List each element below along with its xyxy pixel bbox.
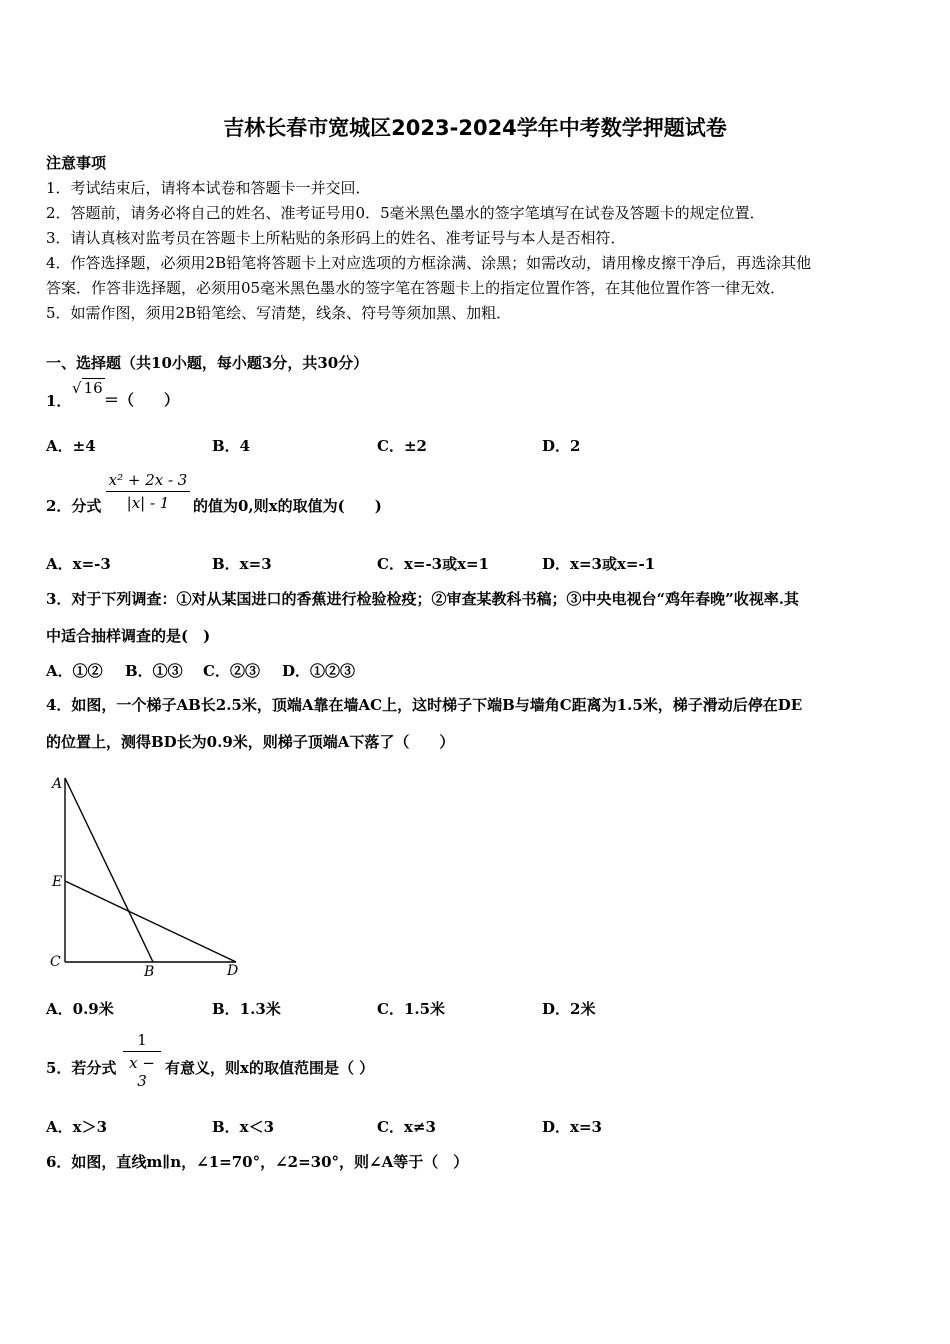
q4-option-b: B．1.3米 [212, 1000, 281, 1018]
q1-option-d: D．2 [542, 437, 581, 455]
fraction-bar [123, 1051, 161, 1052]
q4-line1: 4．如图，一个梯子AB长2.5米，顶端A靠在墙AC上，这时梯子下端B与墙角C距离为1.5米，梯子滑动后停在DE [46, 696, 803, 714]
q2-option-c: C．x=-3或x=1 [377, 555, 490, 573]
q4-option-d: D．2米 [542, 1000, 596, 1018]
label-a: A [52, 776, 63, 792]
q5-prefix: 5．若分式 [46, 1059, 117, 1077]
label-e: E [52, 874, 63, 890]
notice-item-2: 2．答题前，请务必将自己的姓名、准考证号用0．5毫米黑色墨水的签字笔填写在试卷及答题卡的规定位置． [46, 204, 765, 222]
q4-option-a: A．0.9米 [46, 1000, 114, 1018]
q1-number: 1． [46, 392, 72, 410]
q5-option-a: A．x＞3 [46, 1118, 108, 1136]
q2-numerator: x² + 2x - 3 [108, 471, 188, 489]
ladder-figure [46, 768, 246, 980]
ladder-ab [65, 778, 153, 962]
q3-line1: 3．对于下列调查：①对从某国进口的香蕉进行检验检疫；②审查某教科书稿；③中央电视台“鸡年春晚”收视率.其 [46, 590, 799, 608]
section-heading: 一、选择题（共10小题，每小题3分，共30分） [46, 354, 369, 372]
q2-prefix: 2．分式 [46, 497, 102, 515]
q2-denominator: |x| - 1 [126, 494, 170, 512]
notice-item-3: 3．请认真核对监考员在答题卡上所粘贴的条形码上的姓名、准考证号与本人是否相符． [46, 229, 626, 247]
label-b: B [144, 964, 155, 980]
q1-option-c: C．±2 [377, 437, 427, 455]
q2-suffix: 的值为0,则x的取值为( ) [193, 497, 382, 515]
q5-option-d: D．x=3 [542, 1118, 602, 1136]
q2-fraction [106, 471, 190, 512]
q4-line2: 的位置上，测得BD长为0.9米，则梯子顶端A下落了（ ） [46, 733, 455, 751]
notice-item-1: 1．考试结束后，请将本试卷和答题卡一并交回． [46, 179, 371, 197]
q5-option-c: C．x≠3 [377, 1118, 436, 1136]
q2-option-d: D．x=3或x=-1 [542, 555, 656, 573]
q5-suffix: 有意义，则x的取值范围是（ ） [165, 1059, 375, 1077]
q1-rest: ＝（ ） [104, 391, 180, 409]
q5-fraction [123, 1031, 161, 1090]
sqrt-sign-icon: √ [72, 379, 82, 397]
fraction-bar [106, 491, 190, 492]
q2-option-b: B．x=3 [212, 555, 272, 573]
q3-option-a: A．①② [46, 662, 103, 680]
q4-option-c: C．1.5米 [377, 1000, 446, 1018]
q3-line2: 中适合抽样调查的是( ) [46, 627, 211, 645]
q1-sqrt [72, 378, 105, 397]
q1-radicand: 16 [83, 379, 103, 397]
q3-option-c: C．②③ [203, 662, 260, 680]
q5-numerator: 1 [137, 1031, 147, 1049]
label-d: D [227, 963, 239, 979]
q3-option-d: D．①②③ [282, 662, 356, 680]
notice-heading: 注意事项 [46, 154, 107, 172]
q5-denominator: x − 3 [129, 1054, 155, 1090]
q5-option-b: B．x＜3 [212, 1118, 275, 1136]
ladder-de [65, 881, 236, 962]
q1-option-b: B．4 [212, 437, 251, 455]
label-c: C [50, 954, 61, 970]
document-title: 吉林长春市宽城区2023-2024学年中考数学押题试卷 [223, 116, 727, 140]
q6-line1: 6．如图，直线m∥n，∠1=70°，∠2=30°，则∠A等于（ ） [46, 1153, 469, 1171]
notice-item-4: 4．作答选择题，必须用2B铅笔将答题卡上对应选项的方框涂满、涂黑；如需改动，请用橡皮擦干净后，再选涂其他 [46, 254, 812, 272]
notice-item-5: 5．如需作图，须用2B铅笔绘、写清楚，线条、符号等须加黑、加粗． [46, 304, 512, 322]
q3-option-b: B．①③ [125, 662, 183, 680]
q2-option-a: A．x=-3 [46, 555, 111, 573]
notice-item-4-cont: 答案．作答非选择题，必须用05毫米黑色墨水的签字笔在答题卡上的指定位置作答，在其他位置作答一律无效． [46, 279, 786, 297]
q1-option-a: A．±4 [46, 437, 96, 455]
